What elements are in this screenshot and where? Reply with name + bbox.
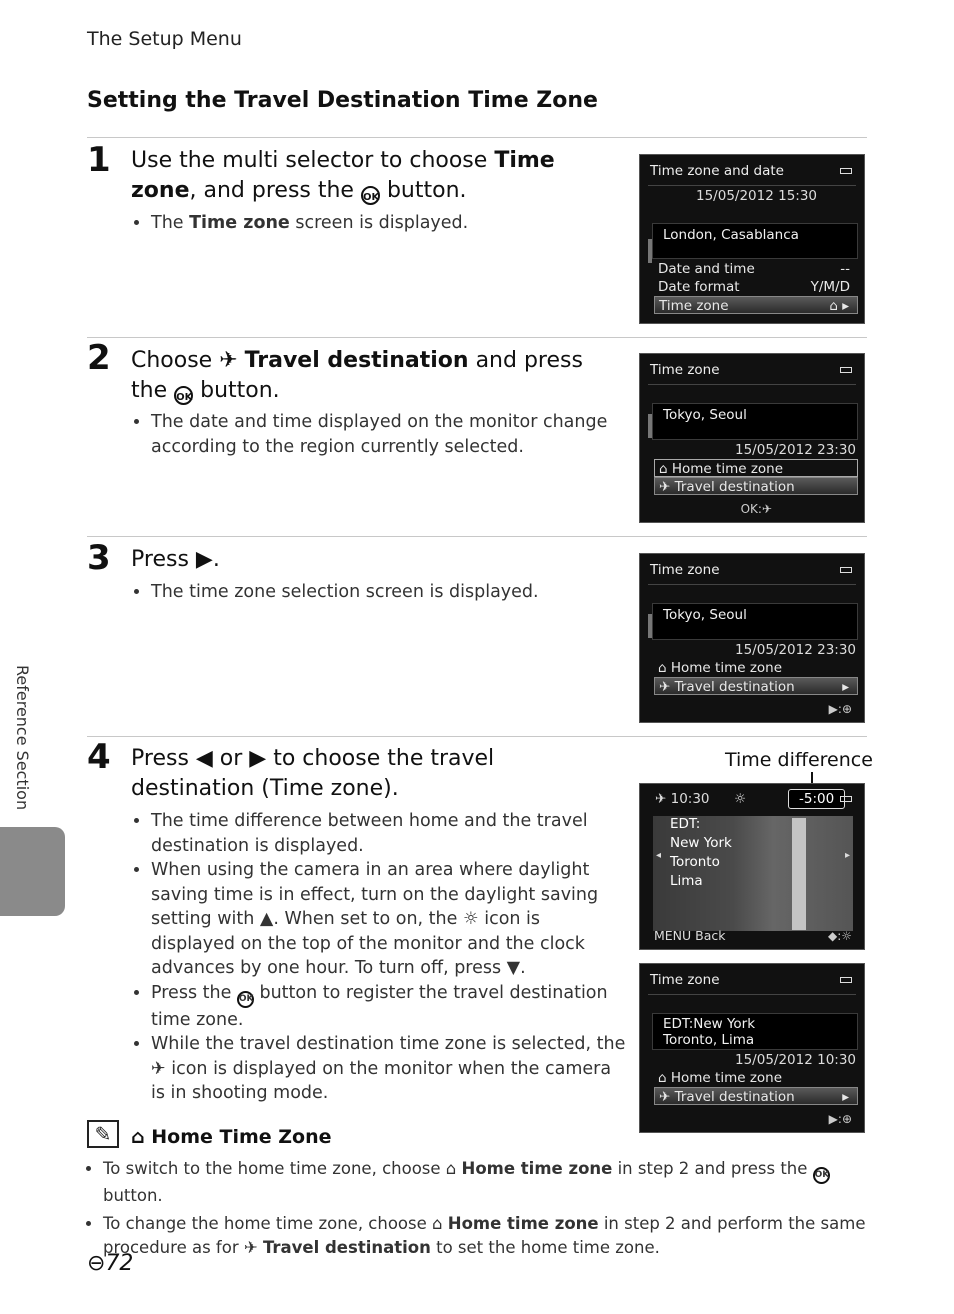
menu-row-home-time-zone: ⌂ Home time zone: [658, 660, 783, 676]
airplane-icon: ✈: [659, 479, 671, 495]
ok-button-icon: OK: [813, 1167, 830, 1184]
screen-city: London, Casablanca: [652, 223, 858, 259]
arrow-right-icon: ▸: [845, 850, 851, 861]
airplane-icon: ✈: [219, 348, 238, 373]
screen-datetime: 15/05/2012 23:30: [735, 442, 857, 458]
back-hint: MENU Back: [654, 928, 726, 943]
time-difference-value: -5:00: [788, 789, 845, 809]
home-icon: ⌂: [131, 1126, 145, 1148]
home-icon: ⌂: [658, 660, 667, 676]
divider: [648, 994, 856, 995]
divider: [87, 536, 867, 537]
screen-time-zone-travel: [639, 353, 865, 523]
section-title: Setting the Travel Destination Time Zone: [87, 88, 598, 113]
home-icon: ⌂: [659, 461, 668, 477]
screen-footer-hint: ◆:☼: [827, 929, 852, 943]
step-2-number: 2: [87, 338, 111, 378]
screen-time-zone-result: [639, 963, 865, 1133]
list-item: • To switch to the home time zone, choose ⌂ Home time zone in step 2 and press the OK button.: [103, 1157, 883, 1208]
side-section-label: Reference Section: [13, 665, 32, 811]
arrow-left-icon: ◂: [656, 850, 662, 861]
menu-row-travel-destination: ✈ Travel destination: [654, 477, 858, 495]
menu-row-travel-destination: ✈ Travel destination ▸: [654, 677, 858, 695]
home-icon: ⌂: [658, 1070, 667, 1086]
divider: [648, 384, 856, 385]
screen-title: Time zone: [650, 362, 720, 378]
step-2-bullets: [131, 410, 626, 459]
battery-icon: [840, 796, 852, 802]
ok-button-icon: OK: [361, 186, 380, 205]
menu-row-date-format: Date format Y/M/D: [658, 279, 850, 295]
step-3-number: 3: [87, 538, 111, 578]
screen-time-zone-and-date: [639, 154, 865, 324]
screen-city: Tokyo, Seoul: [652, 603, 858, 640]
menu-row-travel-destination: ✈ Travel destination ▸: [654, 1087, 858, 1105]
battery-icon: [840, 168, 852, 174]
list-item: • The date and time displayed on the monitor change according to the region currently selected.: [151, 410, 626, 459]
screen-title: Time zone: [650, 562, 720, 578]
divider: [648, 185, 856, 186]
time-difference-label: Time difference: [725, 749, 873, 771]
screen-datetime: 15/05/2012 10:30: [735, 1052, 857, 1068]
divider: [87, 337, 867, 338]
screen-footer-hint: ▶:⊕: [828, 1112, 852, 1126]
step-4-bullets: [131, 809, 626, 1106]
dst-icon: ☼: [734, 791, 747, 807]
home-icon: ⌂: [445, 1159, 457, 1178]
section-thumb-tab: [0, 827, 65, 916]
step-1-number: 1: [87, 140, 111, 180]
step-3-bullets: [131, 580, 626, 605]
screen-footer-hint: ▶:⊕: [828, 702, 852, 716]
step-3-title: Press ▶.: [131, 547, 220, 572]
step-1-bullets: [131, 211, 626, 236]
divider: [87, 137, 867, 138]
list-item: • When using the camera in an area where daylight saving time is in effect, turn on the daylight saving setting with ▲. When set to on, the ☼ icon is displayed on the top of the monitor and the clock advances by one hour. To turn off, press ▼.: [151, 858, 626, 981]
step-2-title: Choose ✈ Travel destination and press the OK button.: [131, 348, 583, 403]
running-header: The Setup Menu: [87, 28, 242, 50]
screen-clock: ✈ 10:30: [655, 791, 710, 807]
battery-icon: [840, 567, 852, 573]
screen-time-zone-select: [639, 553, 865, 723]
screen-title: Time zone and date: [650, 163, 784, 179]
ok-button-icon: OK: [237, 991, 254, 1008]
screen-city: Tokyo, Seoul: [652, 403, 858, 440]
menu-row-home-time-zone: ⌂ Home time zone: [654, 459, 858, 477]
note-title: ⌂ Home Time Zone: [131, 1126, 332, 1148]
list-item: • To change the home time zone, choose ⌂ Home time zone in step 2 and perform the same procedure as for ✈ Travel destination to set the home time zone.: [103, 1212, 883, 1260]
airplane-icon: ✈: [659, 679, 671, 695]
airplane-icon: ✈: [659, 1089, 671, 1105]
page-number: ⊖72: [87, 1251, 134, 1276]
list-item: • While the travel destination time zone is selected, the ✈ icon is displayed on the monitor when the camera is in shooting mode.: [151, 1032, 626, 1106]
battery-icon: [840, 977, 852, 983]
ok-button-icon: OK: [174, 386, 193, 405]
map-selection-band: [792, 818, 806, 930]
list-item: • The time difference between home and the travel destination is displayed.: [151, 809, 626, 858]
list-item: • The time zone selection screen is displayed.: [151, 580, 626, 605]
step-4-title: Press ◀ or ▶ to choose the travel destination (Time zone).: [131, 746, 495, 801]
step-4-number: 4: [87, 737, 111, 777]
menu-row-date-and-time: Date and time --: [658, 261, 850, 277]
screen-city: EDT:New York Toronto, Lima: [652, 1013, 858, 1050]
menu-row-time-zone: Time zone ⌂ ▸: [654, 296, 858, 314]
screen-datetime: 15/05/2012 23:30: [735, 642, 857, 658]
note-pencil-icon: ✎: [87, 1120, 119, 1148]
airplane-icon: ✈: [243, 1238, 258, 1257]
screen-world-map: [639, 783, 865, 950]
divider: [87, 736, 867, 737]
divider: [648, 584, 856, 585]
step-1-title: Use the multi selector to choose Time zone, and press the OK button.: [131, 148, 555, 203]
list-item: • The Time zone screen is displayed.: [151, 211, 626, 236]
city-list: EDT: New York Toronto Lima: [670, 816, 732, 889]
reference-section-icon: ⊖: [87, 1251, 106, 1276]
battery-icon: [840, 367, 852, 373]
menu-row-home-time-zone: ⌂ Home time zone: [658, 1070, 783, 1086]
note-bullets: [87, 1157, 883, 1264]
screen-datetime: 15/05/2012 15:30: [696, 188, 818, 204]
home-icon: ⌂: [432, 1214, 443, 1233]
screen-title: Time zone: [650, 972, 720, 988]
list-item: • Press the OK button to register the travel destination time zone.: [151, 981, 626, 1033]
airplane-icon: ✈: [655, 791, 667, 807]
screen-footer-hint: OK:✈: [740, 502, 772, 516]
